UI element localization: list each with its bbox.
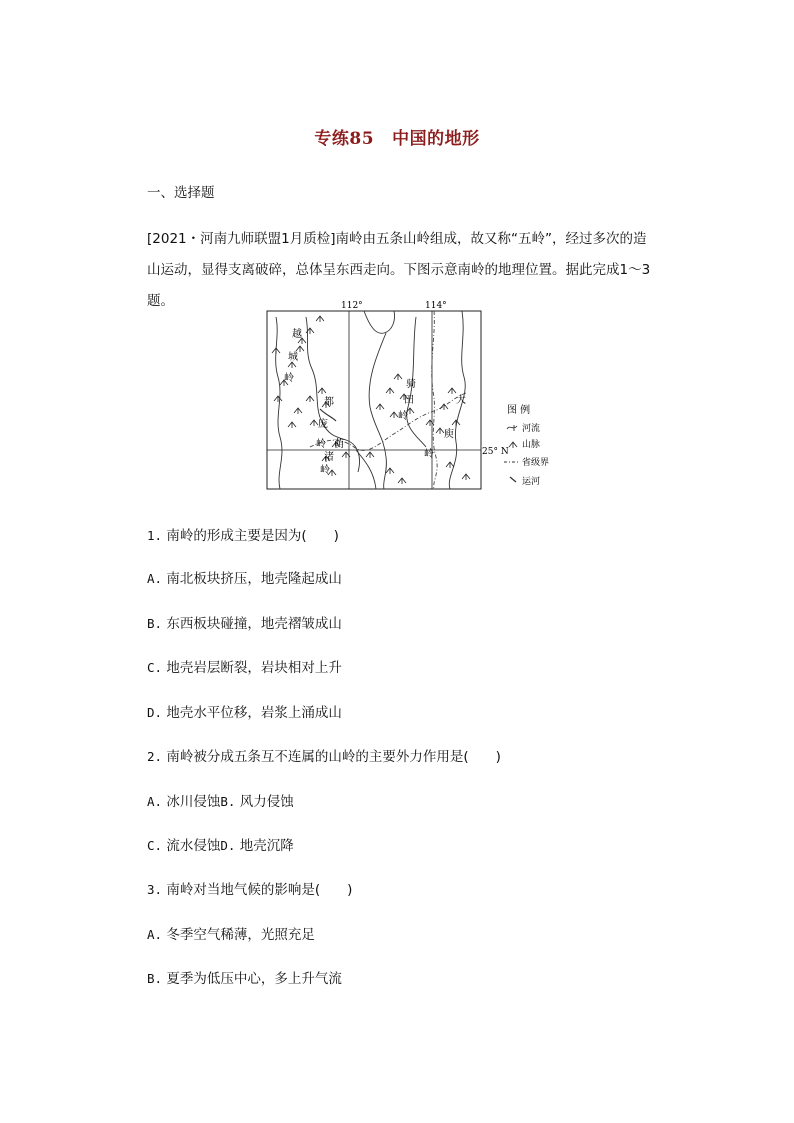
legend-boundary: 省级界 bbox=[522, 458, 550, 468]
range-dayu-1: 大 bbox=[456, 395, 466, 406]
option-3a[interactable] bbox=[147, 923, 315, 943]
range-dupang-2: 庞 bbox=[318, 419, 328, 430]
question-stem: 南岭被分成五条互不连属的山岭的主要外力作用是( ) bbox=[166, 749, 501, 765]
river-north-loop bbox=[364, 311, 395, 333]
page-title bbox=[0, 124, 794, 149]
range-mengzhu-3: 岭 bbox=[320, 465, 330, 476]
option-key: B. bbox=[147, 616, 163, 631]
options-2cd bbox=[147, 834, 294, 854]
option-1b[interactable] bbox=[147, 612, 342, 632]
option-2c[interactable] bbox=[147, 838, 220, 854]
option-text: 风力侵蚀 bbox=[239, 794, 294, 810]
river-central bbox=[369, 333, 386, 489]
legend-mountain-icon bbox=[509, 442, 517, 448]
legend-river-icon bbox=[507, 425, 517, 431]
option-2d[interactable] bbox=[220, 838, 293, 854]
question-stem: 南岭的形成主要是因为( ) bbox=[166, 528, 339, 544]
question-number: 1. bbox=[147, 528, 163, 543]
option-key: C. bbox=[147, 838, 163, 853]
range-mengzhu-2: 渚 bbox=[324, 452, 334, 463]
label-25n: 25° N bbox=[482, 447, 509, 457]
option-text: 地壳水平位移，岩浆上涌成山 bbox=[166, 705, 342, 721]
options-2ab bbox=[147, 790, 294, 810]
option-key: D. bbox=[147, 705, 163, 720]
range-yuecheng-3: 岭 bbox=[284, 373, 294, 384]
question-1 bbox=[147, 524, 339, 544]
range-labels bbox=[284, 327, 466, 476]
option-key: D. bbox=[220, 838, 236, 853]
option-2a[interactable] bbox=[147, 794, 220, 810]
legend-mountain: 山脉 bbox=[522, 440, 541, 450]
question-number: 2. bbox=[147, 749, 163, 764]
range-qitian-1: 骑 bbox=[406, 379, 416, 390]
option-key: A. bbox=[147, 794, 163, 809]
passage-line-2: 山运动，显得支离破碎，总体呈东西走向。下图示意南岭的地理位置。据此完成1～3题。 bbox=[147, 262, 651, 309]
question-3 bbox=[147, 878, 352, 898]
river-xiang bbox=[306, 317, 360, 472]
range-qitian-3: 岭 bbox=[398, 411, 408, 422]
section-heading: 一、选择题 bbox=[147, 185, 215, 201]
title-main: 专练85 bbox=[314, 129, 375, 149]
mountain-symbols bbox=[272, 316, 470, 484]
nanling-map bbox=[266, 297, 556, 492]
range-dayu-2: 庾 bbox=[444, 429, 454, 440]
option-key: A. bbox=[147, 927, 163, 942]
question-2 bbox=[147, 745, 501, 765]
option-key: C. bbox=[147, 660, 163, 675]
rivers bbox=[276, 311, 466, 489]
question-number: 3. bbox=[147, 882, 163, 897]
option-text: 夏季为低压中心，多上升气流 bbox=[166, 971, 342, 987]
range-dupang-3: 岭 bbox=[316, 439, 326, 450]
range-mengzhu-1: 萌 bbox=[334, 439, 344, 450]
option-text: 东西板块碰撞，地壳褶皱成山 bbox=[166, 616, 342, 632]
label-112: 112° bbox=[341, 301, 363, 311]
option-key: B. bbox=[147, 971, 163, 986]
question-stem: 南岭对当地气候的影响是( ) bbox=[166, 882, 353, 898]
option-3b[interactable] bbox=[147, 967, 342, 987]
option-text: 冰川侵蚀 bbox=[166, 794, 221, 810]
map-legend bbox=[504, 403, 549, 487]
option-text: 地壳沉降 bbox=[239, 838, 294, 854]
option-2b[interactable] bbox=[220, 794, 293, 810]
legend-river: 河流 bbox=[522, 424, 541, 434]
range-dayu-3: 岭 bbox=[424, 449, 434, 460]
provincial-boundary-north bbox=[432, 311, 437, 489]
option-1c[interactable] bbox=[147, 656, 342, 676]
range-dupang-1: 都 bbox=[324, 397, 334, 408]
river-west bbox=[276, 317, 282, 489]
option-1d[interactable] bbox=[147, 701, 342, 721]
label-114: 114° bbox=[425, 301, 447, 311]
option-text: 流水侵蚀 bbox=[166, 838, 221, 854]
title-sub: 中国的地形 bbox=[392, 129, 480, 149]
legend-canal-icon bbox=[510, 477, 516, 482]
range-yuecheng-1: 越 bbox=[292, 329, 302, 340]
option-1a[interactable] bbox=[147, 567, 342, 587]
option-text: 地壳岩层断裂，岩块相对上升 bbox=[166, 660, 342, 676]
range-qitian-2: 田 bbox=[404, 395, 414, 406]
option-text: 冬季空气稀薄，光照充足 bbox=[166, 927, 315, 943]
legend-canal: 运河 bbox=[522, 477, 541, 487]
passage-line-1: [2021・河南九师联盟1月质检]南岭由五条山岭组成，故又称“五岭”，经过多次的造 bbox=[147, 231, 647, 247]
option-text: 南北板块挤压，地壳隆起成山 bbox=[166, 571, 342, 587]
range-yuecheng-2: 城 bbox=[288, 352, 298, 363]
option-key: A. bbox=[147, 571, 163, 586]
option-key: B. bbox=[220, 794, 236, 809]
legend-title: 图 例 bbox=[507, 405, 531, 416]
